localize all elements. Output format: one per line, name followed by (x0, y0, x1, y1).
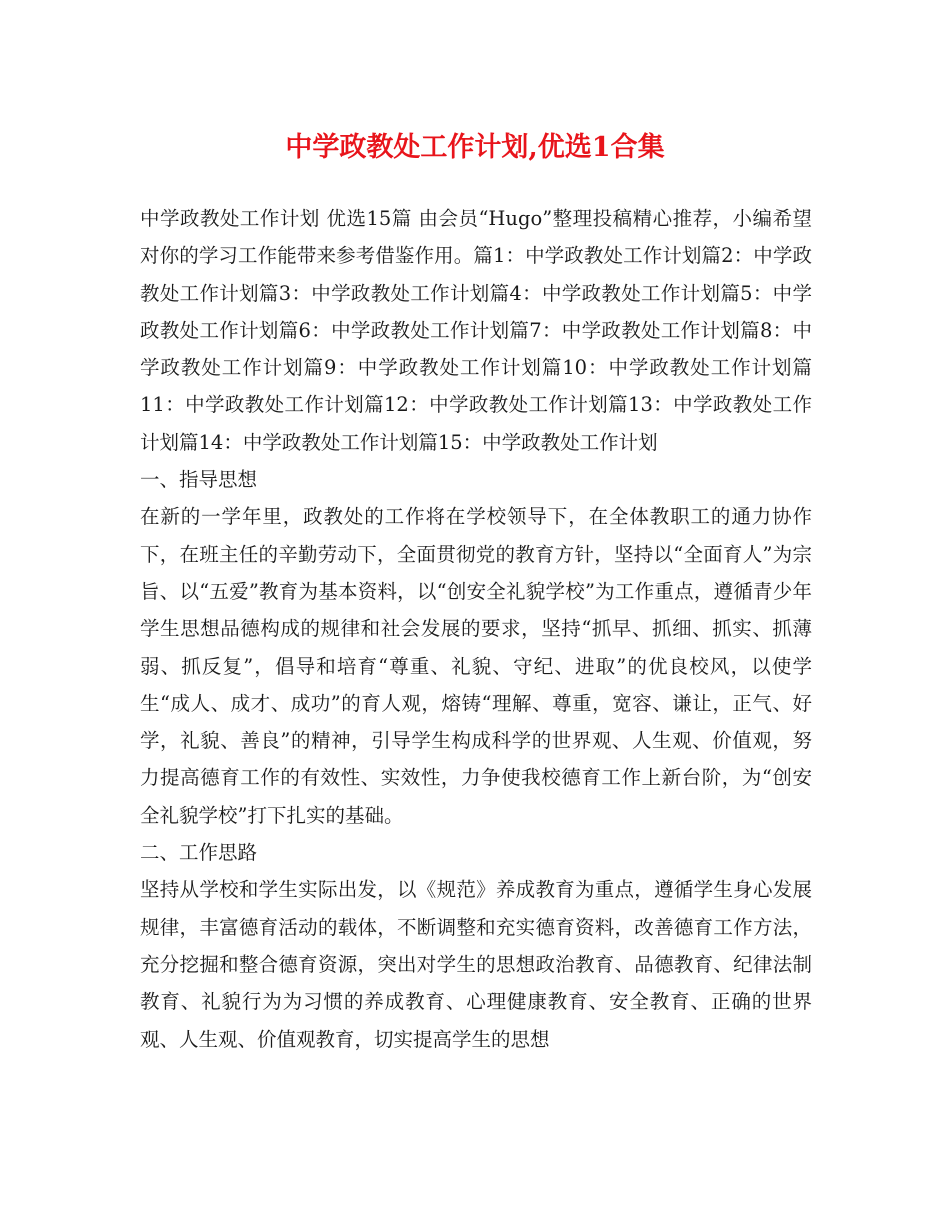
section-heading-work-approach: 二、工作思路 (140, 841, 258, 865)
section-body-work-approach: 坚持从学校和学生实际出发，以《规范》养成教育为重点，遵循学生身心发展规律，丰富德育活动的载体，不断调整和充实德育资料，改善德育工作方法，充分挖掘和整合德育资源，突出对学生的思想政治教育、品德教育、纪律法制教育、礼貌行为为习惯的养成教育、心理健康教育、安全教育、正确的世界观、人生观、价值观教育，切实提高学生的思想 (140, 878, 812, 1051)
intro-paragraph: 中学政教处工作计划 优选15篇 由会员“Hugo”整理投稿精心推荐，小编希望对你的学习工作能带来参考借鉴作用。篇1：中学政教处工作计划篇2：中学政教处工作计划篇3：中学政教处工作计划篇4：中学政教处工作计划篇5：中学政教处工作计划篇6：中学政教处工作计划篇7：中学政教处工作计划篇8：中学政教处工作计划篇9：中学政教处工作计划篇10：中学政教处工作计划篇11：中学政教处工作计划篇12：中学政教处工作计划篇13：中学政教处工作计划篇14：中学政教处工作计划篇15：中学政教处工作计划 (140, 207, 812, 454)
document-body (140, 200, 812, 1058)
section-body-guiding-thought: 在新的一学年里，政教处的工作将在学校领导下，在全体教职工的通力协作下，在班主任的辛勤劳动下，全面贯彻党的教育方针，坚持以“全面育人”为宗旨、以“五爱”教育为基本资料，以“创安全礼貌学校”为工作重点，遵循青少年学生思想品德构成的规律和社会发展的要求，坚持“抓早、抓细、抓实、抓薄弱、抓反复”，倡导和培育“尊重、礼貌、守纪、进取”的优良校风，以使学生“成人、成才、成功”的育人观，熔铸“理解、尊重，宽容、谦让，正气、好学，礼貌、善良”的精神，引导学生构成科学的世界观、人生观、价值观，努力提高德育工作的有效性、实效性，力争使我校德育工作上新台阶，为“创安全礼貌学校”打下扎实的基础。 (140, 505, 812, 827)
document-title: 中学政教处工作计划,优选1合集 (285, 132, 665, 163)
section-heading-guiding-thought: 一、指导思想 (140, 468, 258, 492)
